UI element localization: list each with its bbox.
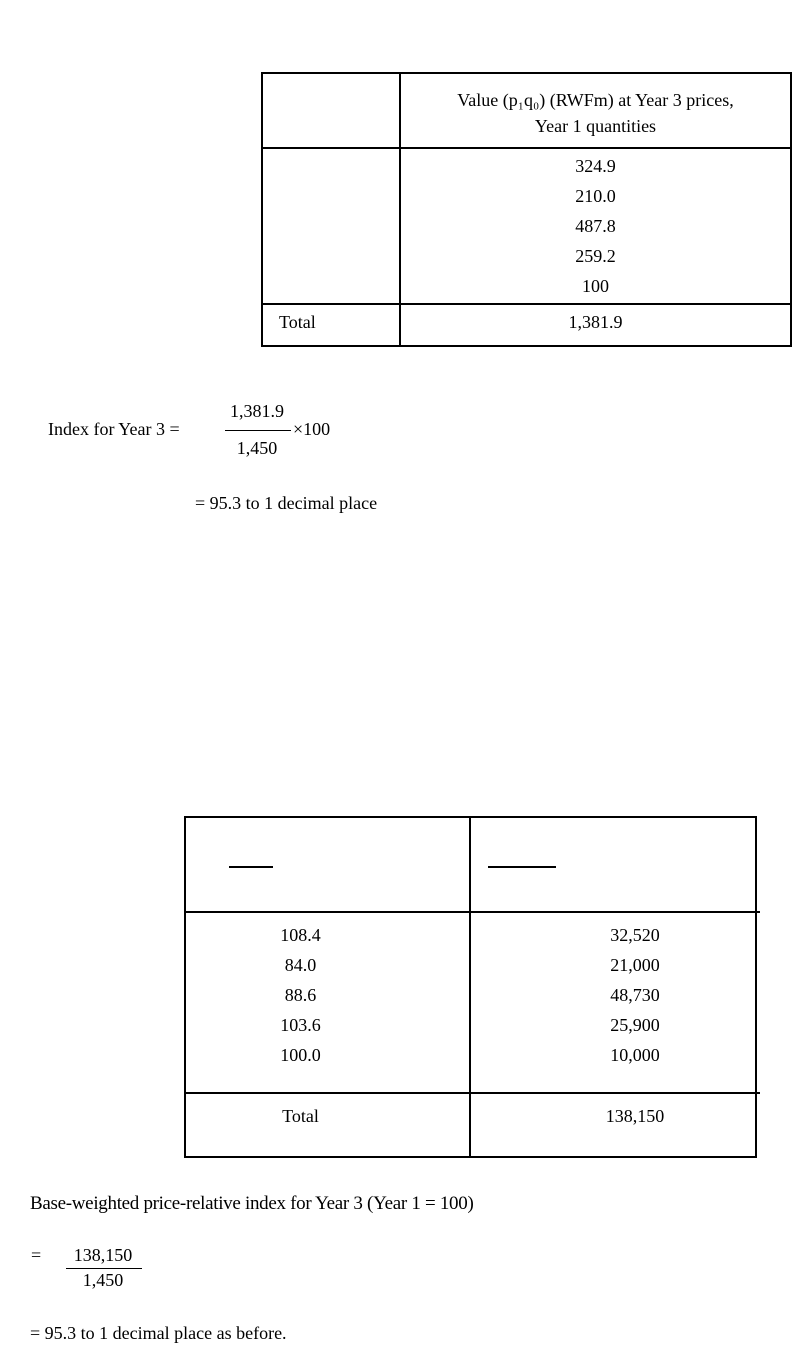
formula-1-numerator: 1,381.9 <box>230 401 284 421</box>
formula-2-fraction-bar <box>66 1268 142 1269</box>
table-1-value: 487.8 <box>575 216 616 236</box>
table-2-col2-value: 21,000 <box>610 955 660 975</box>
table-1-value: 324.9 <box>575 156 616 176</box>
table-2-col1-values <box>186 920 415 1070</box>
table-1-value: 100 <box>582 276 609 296</box>
table-2-col2-value: 32,520 <box>610 925 660 945</box>
table-1-border-left <box>261 72 263 346</box>
formula-2-numerator: 138,150 <box>73 1245 133 1265</box>
table-1-header-line2: Year 1 quantities <box>534 116 657 136</box>
table-2-total-value: 138,150 <box>605 1106 665 1126</box>
formula-1-multiplier: ×100 <box>293 419 331 439</box>
table-2-header-divider <box>184 911 760 913</box>
table-1-header <box>401 87 790 139</box>
formula-1-denominator: 1,450 <box>236 438 278 458</box>
table-2-col2-value: 25,900 <box>610 1015 660 1035</box>
formula-1-lhs: Index for Year 3 = <box>48 419 180 439</box>
table-1-value: 210.0 <box>575 186 616 206</box>
table-1-header-divider <box>261 147 792 149</box>
table-1-value: 259.2 <box>575 246 616 266</box>
formula-1-fraction-bar <box>225 430 291 431</box>
table-2-total-label: Total <box>282 1106 319 1126</box>
table-2-col2-value: 10,000 <box>610 1045 660 1065</box>
table-2-col1-value: 100.0 <box>280 1045 321 1065</box>
table-2-border-bottom <box>184 1156 757 1158</box>
table-2-header-underline-2 <box>488 866 556 868</box>
table-2-col1-value: 88.6 <box>284 985 317 1005</box>
table-1-header-line1: Value (p₁q₀) (RWFm) at Year 3 prices, <box>457 90 734 110</box>
table-1-total-label: Total <box>279 312 316 332</box>
formula-2-result: = 95.3 to 1 decimal place as before. <box>30 1323 287 1343</box>
table-2-col2-values <box>471 920 799 1070</box>
table-2-col1-value: 84.0 <box>284 955 317 975</box>
table-1-border-right <box>790 72 792 346</box>
formula-2-equals: = <box>31 1245 42 1265</box>
formula-2-heading: Base-weighted price-relative index for Year 3 (Year 1 = 100) <box>30 1193 474 1214</box>
table-1-border-top <box>261 72 792 74</box>
table-2-border-top <box>184 816 757 818</box>
table-1-total-value: 1,381.9 <box>568 312 623 332</box>
table-1-values <box>401 151 790 301</box>
table-1-border-bottom <box>261 345 792 347</box>
table-2-col2-value: 48,730 <box>610 985 660 1005</box>
formula-2-denominator: 1,450 <box>82 1270 124 1290</box>
table-2-total-divider <box>184 1092 760 1094</box>
table-2-col1-value: 103.6 <box>280 1015 321 1035</box>
table-1-total-divider <box>261 303 792 305</box>
formula-1-result: = 95.3 to 1 decimal place <box>195 493 378 513</box>
table-2-col1-value: 108.4 <box>280 925 321 945</box>
table-2-header-underline-1 <box>229 866 273 868</box>
